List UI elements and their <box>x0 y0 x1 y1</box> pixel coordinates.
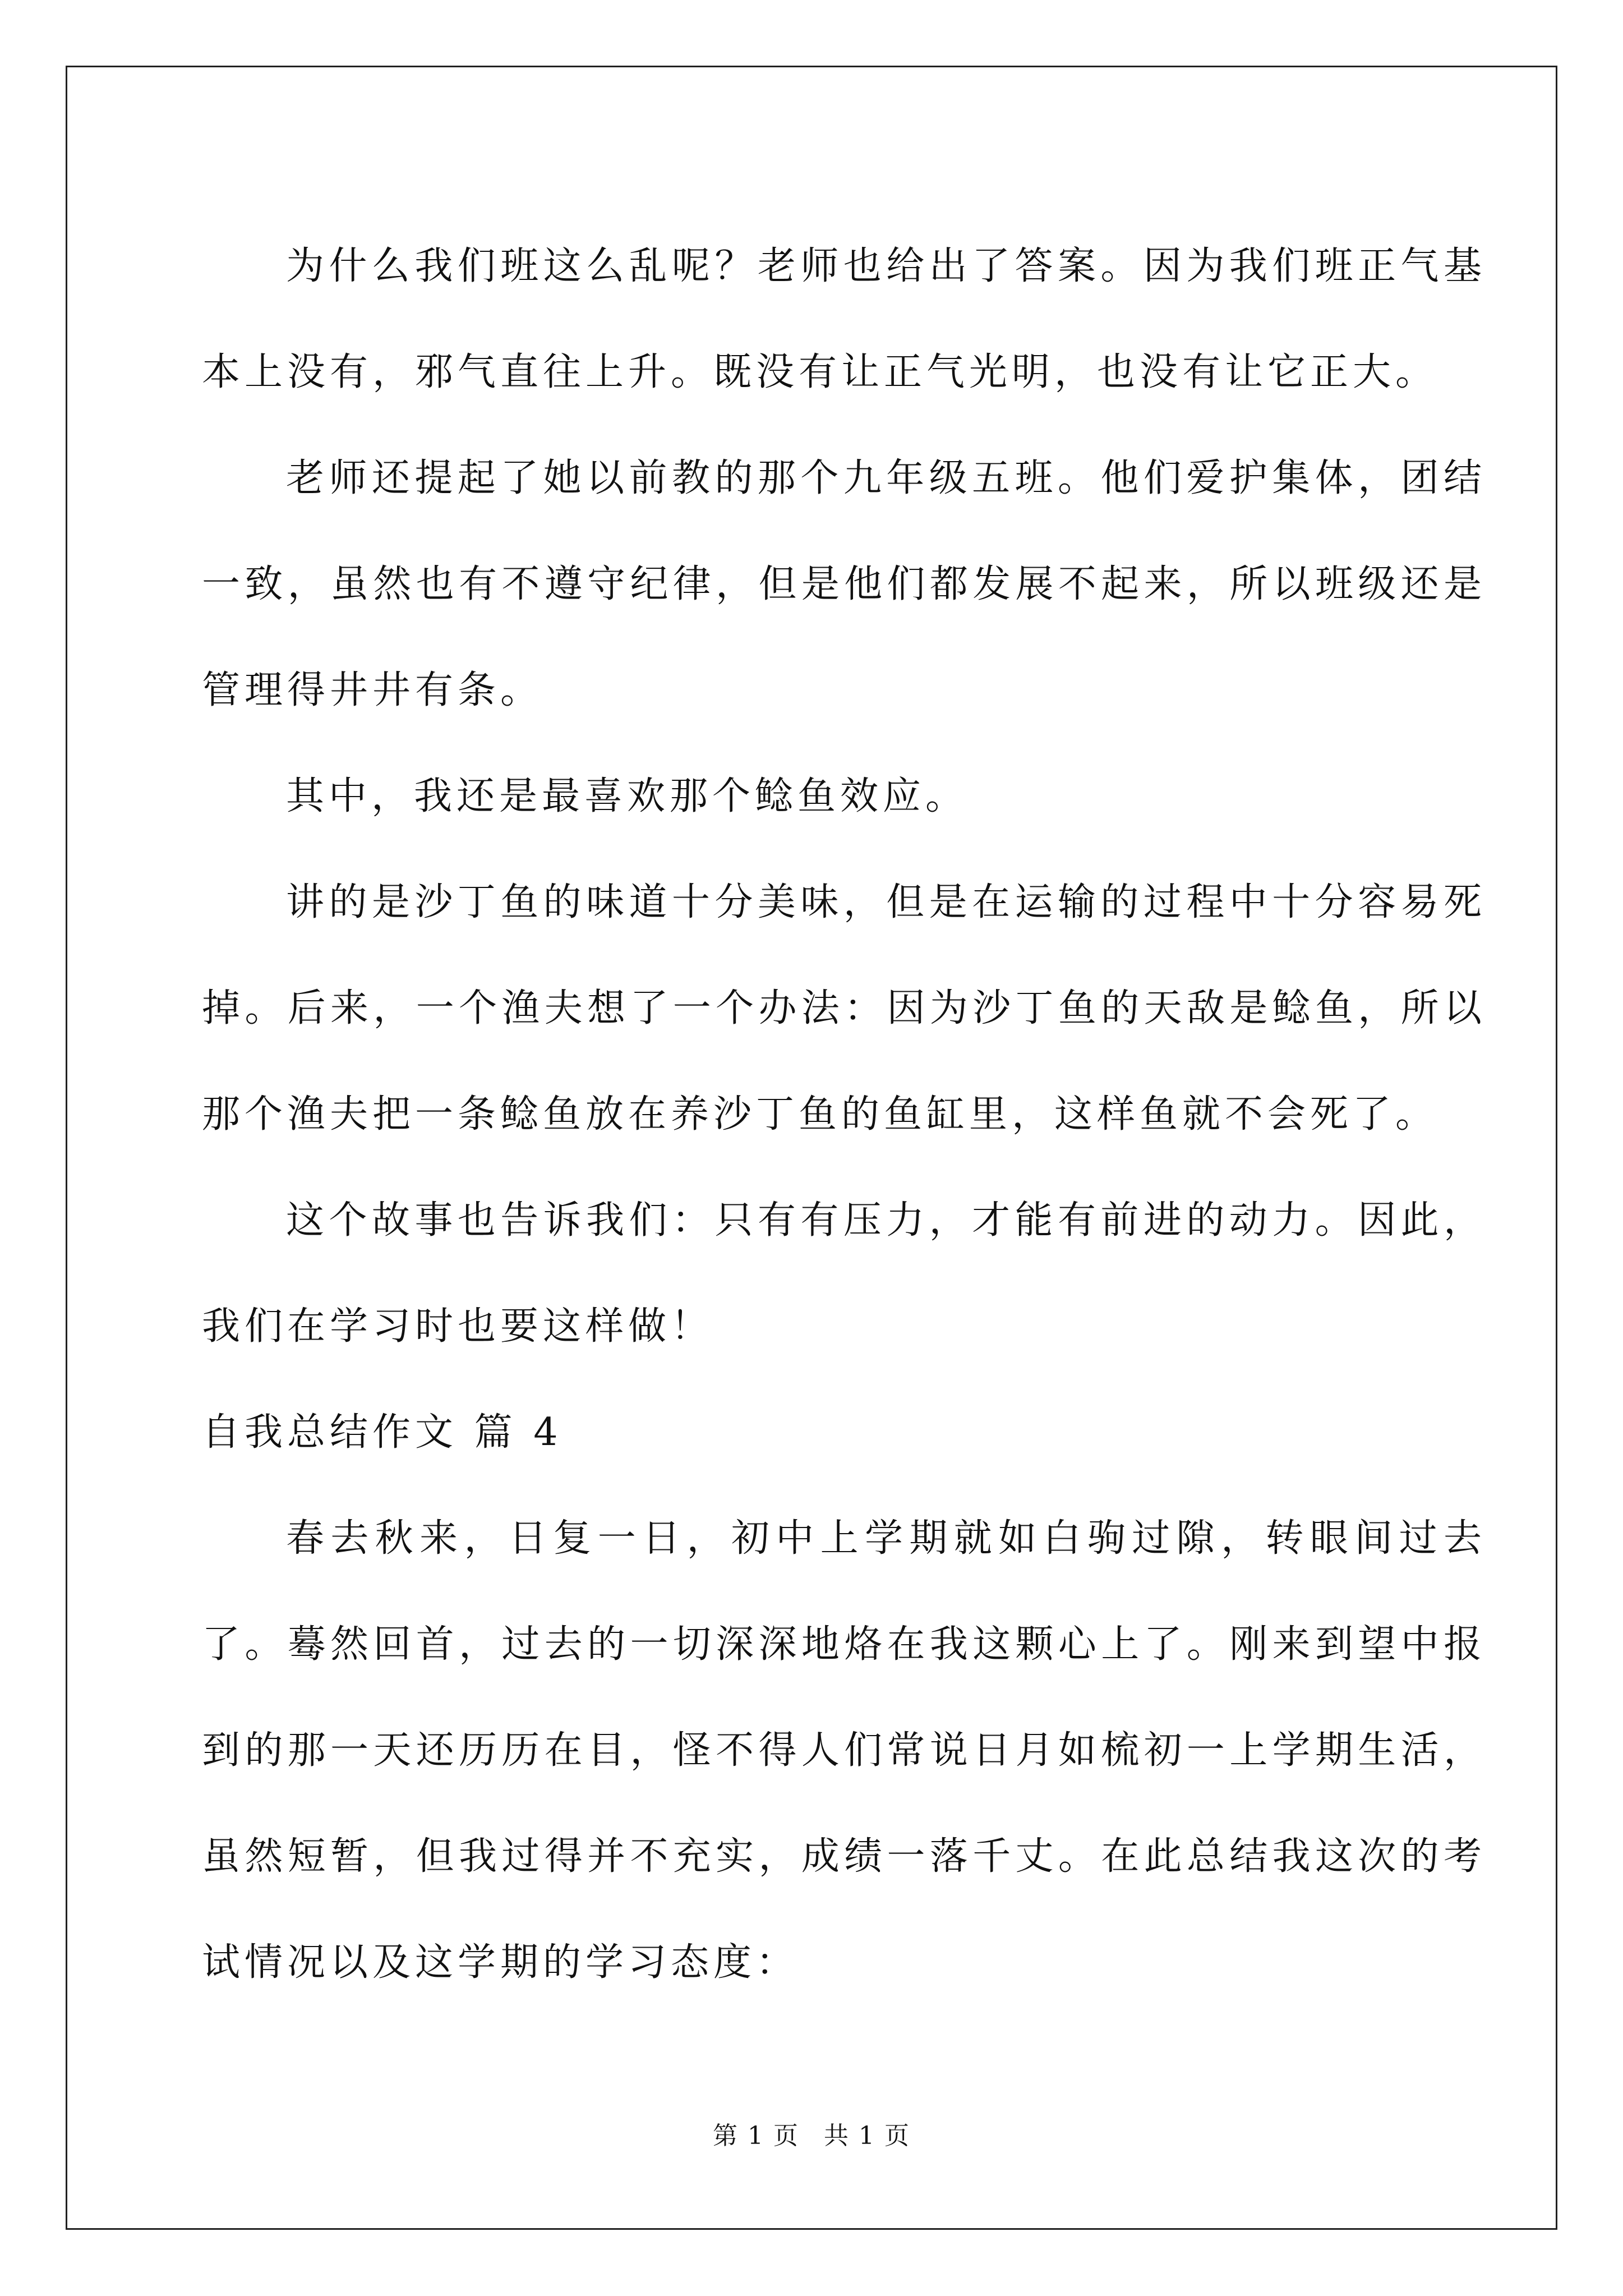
paragraph: 讲的是沙丁鱼的味道十分美味，但是在运输的过程中十分容易死掉。后来，一个渔夫想了一个办法：因为沙丁鱼的天敌是鲶鱼，所以那个渔夫把一条鲶鱼放在养沙丁鱼的鱼缸里，这样鱼就不会死了。 <box>202 880 1486 1137</box>
paragraph: 其中，我还是最喜欢那个鲶鱼效应。 <box>286 774 969 818</box>
paragraph: 为什么我们班这么乱呢？老师也给出了答案。因为我们班正气基本上没有，邪气直往上升。既没有让正气光明，也没有让它正大。 <box>202 244 1486 394</box>
page-footer <box>0 2119 1623 2153</box>
page-total: 共 1 页 <box>824 2122 910 2150</box>
document-body <box>202 213 1486 2016</box>
page-number: 第 1 页 <box>713 2122 799 2150</box>
paragraph: 这个故事也告诉我们：只有有压力，才能有前进的动力。因此，我们在学习时也要这样做！ <box>202 1198 1486 1349</box>
paragraph: 春去秋来，日复一日，初中上学期就如白驹过隙，转眼间过去了。蓦然回首，过去的一切深深地烙在我这颗心上了。刚来到望中报到的那一天还历历在目，怪不得人们常说日月如梳初一上学期生活，虽然短暂，但我过得并不充实，成绩一落千丈。在此总结我这次的考试情况以及这学期的学习态度： <box>202 1516 1486 1985</box>
paragraph: 老师还提起了她以前教的那个九年级五班。他们爱护集体，团结一致，虽然也有不遵守纪律，但是他们都发展不起来，所以班级还是管理得井井有条。 <box>202 456 1486 712</box>
section-heading: 自我总结作文 篇 4 <box>202 1410 562 1455</box>
